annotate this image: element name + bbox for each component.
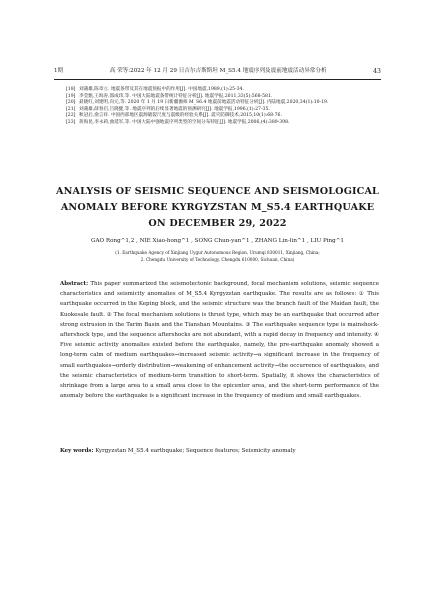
affiliation-line: 2. Chengdu University of Technology, Chengdu 610000, Sichuan, China) xyxy=(140,257,295,262)
page-number: 43 xyxy=(373,67,381,75)
running-header xyxy=(54,63,381,75)
reference-number: [23] xyxy=(66,119,76,125)
paper-title: ANALYSIS OF SEISMIC SEQUENCE AND SEISMOLOGICAL ANOMALY BEFORE KYRGYZSTAN M_S5.4 EARTHQUAKE ON DECEMBER 29, 2022 xyxy=(56,186,379,229)
affiliations xyxy=(54,249,381,263)
reference-text: 刘蒲雄,陈章立. 地震条带及其在地震预报中的作用[J]. 中国地震,1989,(1):25-34. xyxy=(79,87,244,92)
reference-item xyxy=(66,100,379,107)
keywords-label: Key words: xyxy=(60,448,94,454)
issue-label: 1期 xyxy=(54,68,64,75)
keywords-text: Kyrgyzstan M_S5.4 earthquake; Sequence features; Seismicity anomaly xyxy=(95,448,296,454)
running-title: 高 荣等:2022 年 12 月 29 日吉尔吉斯斯坦 M_S5.4 地震序列及震前地震活动异常分析 xyxy=(109,68,327,75)
reference-text: 李莹甄,王海涛,邵成玮,等. 中国大陆地震条带统计特征分析[J]. 地震学报,2011,33(5):568-581. xyxy=(79,93,273,99)
reference-number: [19] xyxy=(66,93,76,99)
reference-number: [20] xyxy=(66,100,76,106)
author-list: GAO Rong^1,2 , NIE Xiao-hong^1 , SONG Chun-yan^1 , ZHANG Lin-lin^1 , LIU Ping^1 xyxy=(91,238,344,244)
reference-item xyxy=(66,113,379,120)
reference-number: [21] xyxy=(66,106,76,112)
reference-number: [18] xyxy=(66,87,76,92)
header-divider xyxy=(54,79,381,80)
abstract xyxy=(60,279,379,401)
reference-list xyxy=(66,87,379,127)
reference-number: [22] xyxy=(66,113,76,119)
reference-item xyxy=(66,87,379,94)
reference-text: 蒋海昆,李永莉,曲延军,等. 中国大陆中强地震序列类型的空间分布特征[J]. 地震学报,2006,(4):389-398. xyxy=(79,119,290,125)
reference-text: 聂晓红,刘建明,向元,等. 2020 年 1 月 19 日新疆伽师 M_S6.4 地震前地震活动特征分析[J]. 内陆地震,2020,34(1):10-19. xyxy=(79,100,329,106)
abstract-label: Abstract: xyxy=(60,281,89,287)
keywords xyxy=(60,447,379,456)
reference-text: 秋冠后,俞言祥. 中国西部地区震源破裂尺度与震级的经验关系[J]. 震灾防御技术,2015,10(1):68-76. xyxy=(79,113,282,119)
reference-text: 刘蒲雄,薛春启,吕晓健,等. 地震序列的后续显著地震的预测研究[J]. 地震学报,1996,(1):27-35. xyxy=(79,106,270,112)
affiliation-line: (1. Earthquake Agency of Xinjiang Uygur Autonomous Region, Urumqi 830011, Xinjiang, China; xyxy=(115,250,320,255)
reference-item xyxy=(66,120,379,127)
abstract-text: This paper summarized the seismotectonic background, focal mechanism solutions, seismic sequence characteristics and seismicity anomalies of M_S5.4 Kyrgyzstan earthquake. The results are as follows: ① This earthquake occurred in the Keping block, and the seismic structure was the branch fault of the Maidan fault, the Kuokesale fault. ② The focal mechanism solutions is thrust type, which may be an earthquake that occurred after strong extrusion in the Tarim Basin and the Tianshan Mountains. ③ The earthquake sequence type is mainshock-aftershock type, and the sequence aftershocks are not abundant, with a rapid decay in frequency and intensity. ④ Five seismic activity anomalies existed before the earthquake, namely, the pre-earthquake anomaly showed a long-term calm of medium earthquakes→increased seismic activity→a significant increase in the frequency of small earthquakes→orderly distribution→weakening of enhancement activity→the occurrence of earthquakes, and the seismic characteristics of medium-term transition to short-term. Spatially, it shows the characteristics of shrinkage from a large area to a small area close to the epicenter area, and the short-term performance of the anomaly before the earthquake is a significant increase in the frequency of medium and small earthquakes. xyxy=(60,281,379,400)
